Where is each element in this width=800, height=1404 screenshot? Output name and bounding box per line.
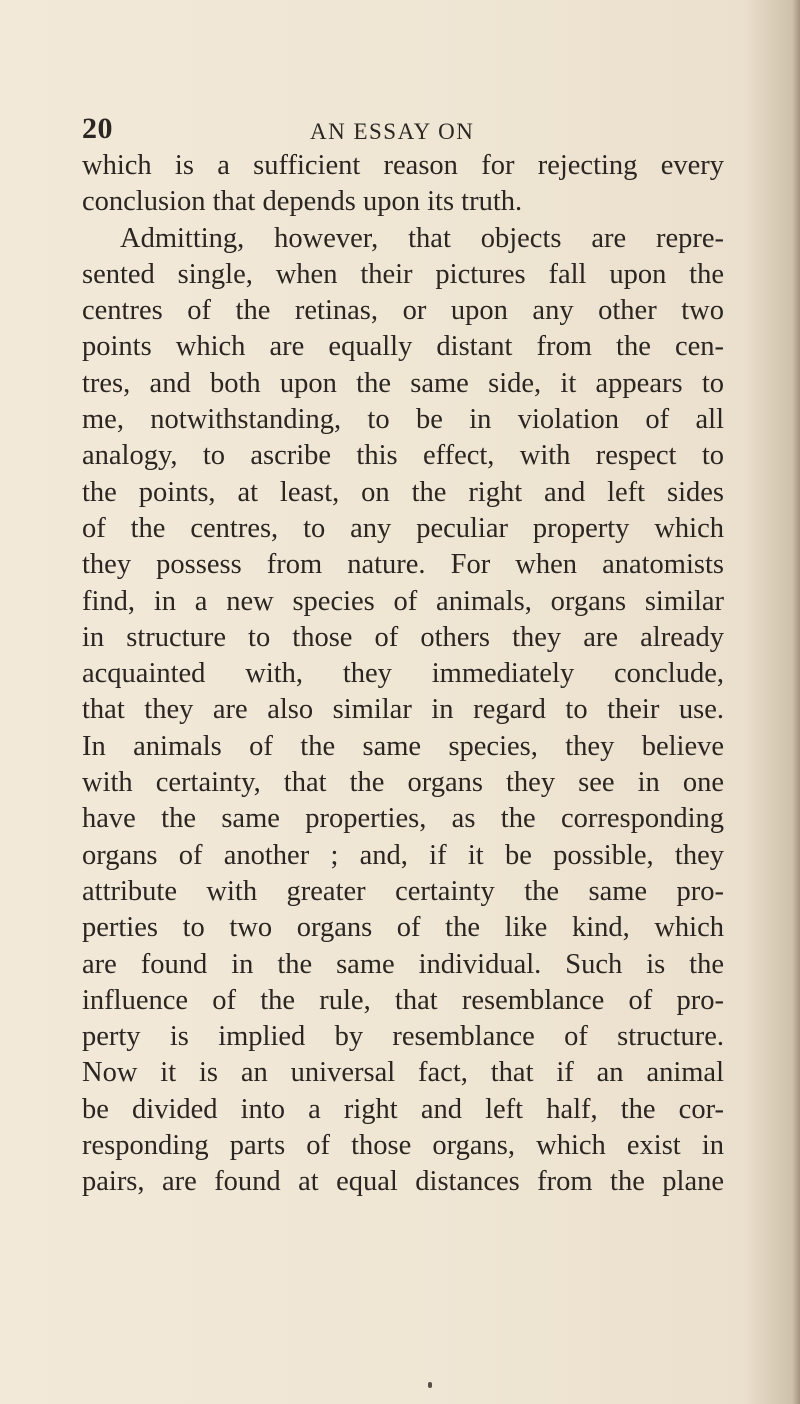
text-line: the points, at least, on the right and left sides: [82, 476, 724, 508]
page-number: 20: [82, 112, 113, 145]
text-line: centres of the retinas, or upon any other two: [82, 295, 724, 327]
text-line: which is a sufficient reason for rejecting every: [82, 150, 724, 181]
text-line: points which are equally distant from the cen-: [82, 331, 724, 363]
text-line: tres, and both upon the same side, it appears to: [82, 367, 724, 399]
text-line: sented single, when their pictures fall upon the: [82, 258, 724, 290]
text-line: pairs, are found at equal distances from the plane: [82, 1166, 724, 1198]
body-text: [82, 148, 724, 1201]
text-line: acquainted with, they immediately conclude,: [82, 658, 724, 690]
text-line: find, in a new species of animals, organs similar: [82, 585, 724, 617]
page-edge-shadow: [792, 0, 800, 1404]
text-line: perties to two organs of the like kind, which: [82, 912, 724, 944]
paper-speck: [428, 1382, 432, 1388]
text-line: influence of the rule, that resemblance of pro-: [82, 984, 724, 1016]
text-line: with certainty, that the organs they see in one: [82, 767, 724, 799]
text-line: that they are also similar in regard to their use.: [82, 694, 724, 726]
text-line: Admitting, however, that objects are repre-: [120, 222, 724, 254]
text-line: perty is implied by resemblance of structure.: [82, 1021, 724, 1053]
running-head: AN ESSAY ON: [310, 119, 475, 144]
text-line: they possess from nature. For when anatomists: [82, 549, 724, 581]
text-line: organs of another ; and, if it be possible, they: [82, 839, 724, 871]
text-line: of the centres, to any peculiar property which: [82, 512, 724, 544]
text-line: In animals of the same species, they believe: [82, 730, 724, 762]
text-line: analogy, to ascribe this effect, with respect to: [82, 440, 724, 472]
text-line: responding parts of those organs, which exist in: [82, 1130, 724, 1162]
page-header: [0, 112, 800, 152]
text-line: are found in the same individual. Such is the: [82, 948, 724, 980]
text-line: have the same properties, as the corresponding: [82, 803, 724, 835]
text-line: Now it is an universal fact, that if an animal: [82, 1057, 724, 1089]
text-line: attribute with greater certainty the same pro-: [82, 875, 724, 907]
text-line: be divided into a right and left half, the cor-: [82, 1093, 724, 1125]
text-line: me, notwithstanding, to be in violation of all: [82, 404, 724, 436]
text-line: in structure to those of others they are already: [82, 621, 724, 653]
text-line: conclusion that depends upon its truth.: [82, 186, 523, 218]
